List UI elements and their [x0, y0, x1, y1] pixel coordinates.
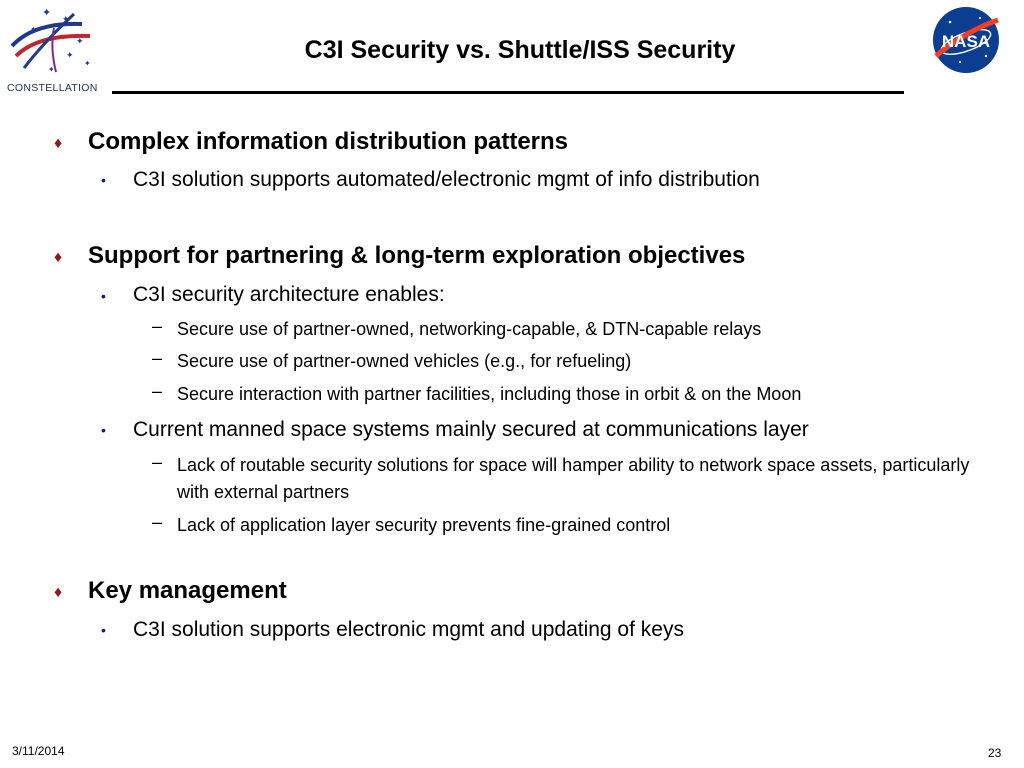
diamond-bullet-icon: ♦	[54, 249, 63, 266]
title-divider	[112, 91, 904, 94]
constellation-wordmark: CONSTELLATION	[7, 82, 98, 94]
svg-text:✦: ✦	[84, 59, 91, 68]
sub-bullet: C3I security architecture enables:	[133, 283, 445, 306]
nasa-meatball-icon	[930, 4, 1002, 76]
svg-text:✦: ✦	[62, 14, 70, 24]
sub-bullet: Current manned space systems mainly secured at communications layer	[133, 418, 809, 441]
sub-sub-bullet: Secure use of partner-owned vehicles (e.g., for refueling)	[177, 351, 632, 371]
page-number: 23	[988, 746, 1002, 760]
nasa-logo	[930, 4, 1002, 76]
sub-bullet: C3I solution supports electronic mgmt and updating of keys	[133, 618, 684, 641]
sub-sub-bullet: Lack of application layer security prevents fine-grained control	[177, 515, 671, 535]
sub-sub-bullet: Secure use of partner-owned, networking-capable, & DTN-capable relays	[177, 319, 762, 339]
svg-text:✦: ✦	[76, 36, 84, 46]
dash-bullet-icon: –	[152, 381, 163, 401]
constellation-logo	[4, 2, 108, 98]
constellation-emblem-icon	[4, 2, 108, 84]
dot-bullet-icon: •	[101, 422, 106, 438]
sub-bullet: C3I solution supports automated/electronic mgmt of info distribution	[133, 168, 760, 191]
bullet-key-management: Key management	[88, 577, 287, 604]
sub-sub-bullet: Secure interaction with partner facilities, including those in orbit & on the Moon	[177, 384, 802, 404]
diamond-bullet-icon: ♦	[54, 135, 63, 152]
dot-bullet-icon: •	[101, 172, 106, 188]
dash-bullet-icon: –	[152, 316, 163, 336]
dash-bullet-icon: –	[152, 512, 163, 532]
sub-sub-bullet: Lack of routable security solutions for space will hamper ability to network space assets, particularly with external partners	[177, 455, 970, 502]
svg-text:✦: ✦	[42, 7, 52, 19]
bullet-complex-info: Complex information distribution patterns	[88, 128, 569, 155]
svg-text:✦: ✦	[48, 65, 55, 74]
slide-title: C3I Security vs. Shuttle/ISS Security	[304, 36, 736, 64]
svg-text:✦: ✦	[30, 25, 37, 34]
diamond-bullet-icon: ♦	[54, 584, 63, 601]
dot-bullet-icon: •	[101, 622, 106, 638]
bullet-partnering: Support for partnering & long-term exploration objectives	[88, 242, 746, 269]
dash-bullet-icon: –	[152, 348, 163, 368]
dash-bullet-icon: –	[152, 452, 163, 472]
svg-text:✦: ✦	[66, 50, 74, 60]
footer-date: 3/11/2014	[12, 744, 65, 758]
svg-text:NASA: NASA	[941, 32, 991, 51]
dot-bullet-icon: •	[101, 288, 106, 304]
